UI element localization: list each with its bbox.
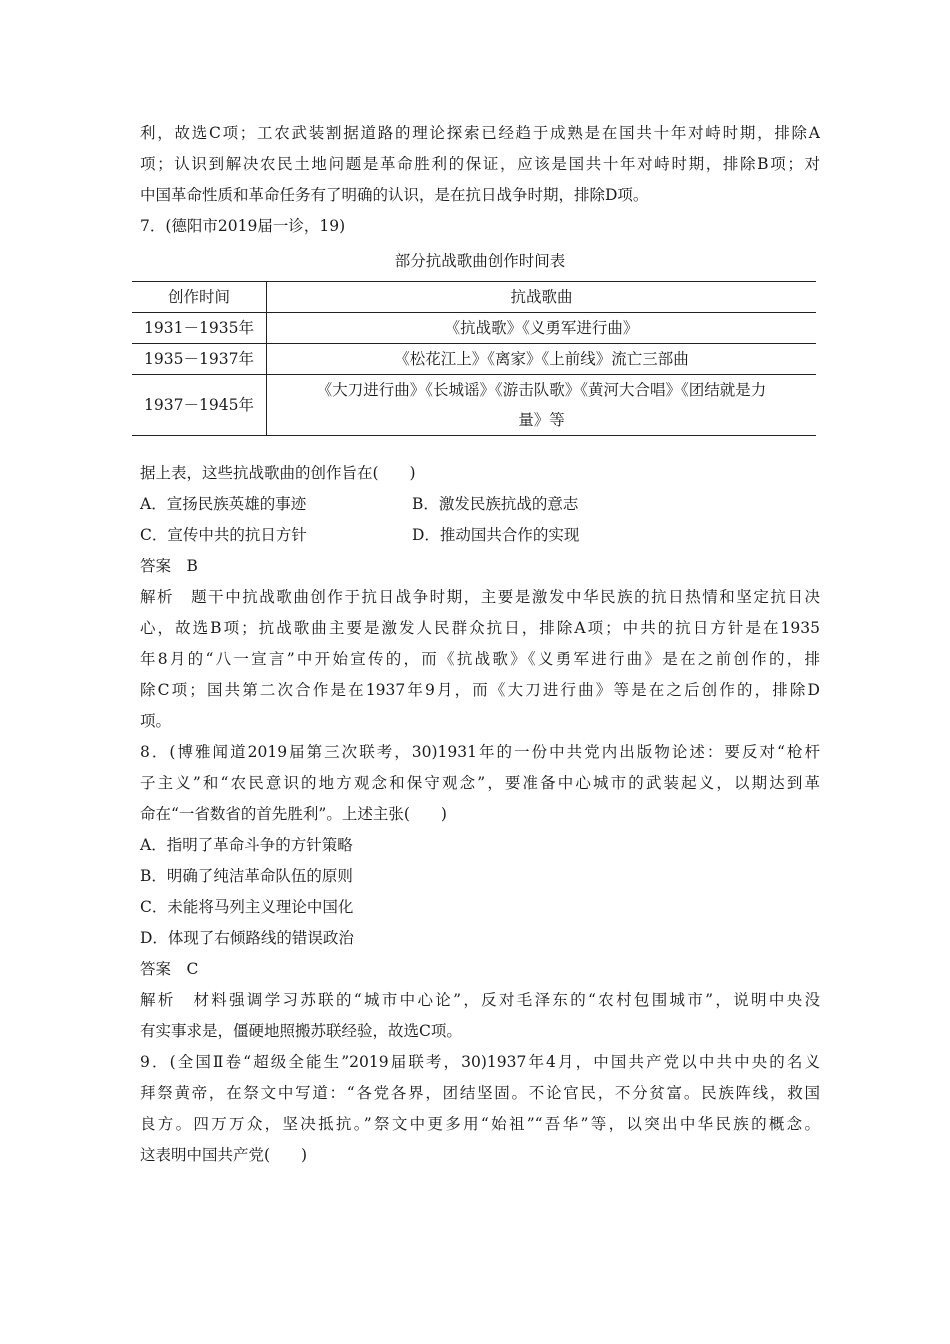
question-8-stem: 子主义”和“农民意识的地方观念和保守观念”，要准备中心城市的武装起义，以期达到革 (140, 774, 820, 792)
analysis-line: 年8月的“八一宣言”中开始宣传的，而《抗战歌》《义勇军进行曲》是在之前创作的，排 (140, 650, 820, 668)
intro-line: 利，故选C项；工农武装割据道路的理论探索已经趋于成熟是在国共十年对峙时期，排除A (140, 124, 820, 142)
option-b: B．激发民族抗战的意志 (412, 495, 579, 513)
table-cell-time: 1937－1945年 (132, 375, 267, 436)
songs-table (132, 281, 816, 436)
analysis-line: 心，故选B项；抗战歌曲主要是激发人民群众抗日，排除A项；中共的抗日方针是在1935 (140, 619, 820, 637)
option-b: B．明确了纯洁革命队伍的原则 (140, 867, 353, 885)
question-9-stem: 拜祭黄帝，在祭文中写道：“各党各界，团结坚固。不论官民，不分贫富。民族阵线，救国 (140, 1084, 820, 1102)
analysis-line: 除C项；国共第二次合作是在1937年9月，而《大刀进行曲》等是在之后创作的，排除D (140, 681, 820, 699)
answer: 答案 B (140, 557, 198, 575)
question-8-stem: 8．(博雅闻道2019届第三次联考，30)1931年的一份中共党内出版物论述：要反对“枪杆 (140, 743, 820, 761)
analysis-line: 解析 题干中抗战歌曲创作于抗日战争时期，主要是激发中华民族的抗日热情和坚定抗日决 (140, 588, 820, 606)
intro-line: 项；认识到解决农民土地问题是革命胜利的保证，应该是国共十年对峙时期，排除B项；对 (140, 155, 820, 173)
songs-text: 量》等 (518, 411, 565, 429)
table-cell-time: 1931－1935年 (132, 313, 267, 344)
analysis-line: 有实事求是，僵硬地照搬苏联经验，故选C项。 (140, 1022, 462, 1040)
option-d: D．体现了右倾路线的错误政治 (140, 929, 354, 947)
question-9-stem: 良方。四万万众，坚决抵抗。”祭文中更多用“始祖”“吾华”等，以突出中华民族的概念。 (140, 1115, 820, 1133)
table-header-row (132, 282, 816, 313)
table-cell-songs (267, 375, 817, 436)
question-9-stem: 9．(全国Ⅱ卷“超级全能生”2019届联考，30)1937年4月，中国共产党以中共中央的名义 (140, 1053, 820, 1071)
songs-text: 《松花江上》《离家》《上前线》流亡三部曲 (394, 350, 689, 368)
question-7-header: 7．(德阳市2019届一诊，19) (140, 217, 346, 235)
question-8-stem: 命在“一省数省的首先胜利”。上述主张( ) (140, 805, 447, 823)
options-row (140, 520, 820, 551)
intro-line: 中国革命性质和革命任务有了明确的认识，是在抗日战争时期，排除D项。 (140, 186, 649, 204)
question-7-stem: 据上表，这些抗战歌曲的创作旨在( ) (140, 464, 416, 482)
option-c: C．宣传中共的抗日方针 (140, 526, 307, 544)
table-cell-songs (267, 313, 817, 344)
answer: 答案 C (140, 960, 199, 978)
document-page (140, 118, 820, 1171)
option-a: A．宣扬民族英雄的事迹 (140, 495, 307, 513)
option-c: C．未能将马列主义理论中国化 (140, 898, 354, 916)
analysis-line: 项。 (140, 712, 172, 730)
option-d: D．推动国共合作的实现 (412, 526, 580, 544)
table-row (132, 313, 816, 344)
songs-text: 《大刀进行曲》《长城谣》《游击队歌》《黄河大合唱》《团结就是力 (316, 381, 767, 399)
table-row (132, 344, 816, 375)
table-header-time: 创作时间 (132, 282, 267, 313)
table-row (132, 375, 816, 436)
table-title: 部分抗战歌曲创作时间表 (394, 252, 566, 270)
question-9-stem: 这表明中国共产党( ) (140, 1146, 308, 1164)
table-cell-time: 1935－1937年 (132, 344, 267, 375)
option-a: A．指明了革命斗争的方针策略 (140, 836, 353, 854)
table-cell-songs (267, 344, 817, 375)
analysis-line: 解析 材料强调学习苏联的“城市中心论”，反对毛泽东的“农村包围城市”，说明中央没 (140, 991, 820, 1009)
options-row (140, 489, 820, 520)
songs-text: 《抗战歌》《义勇军进行曲》 (444, 319, 639, 337)
table-header-songs: 抗战歌曲 (267, 282, 817, 313)
